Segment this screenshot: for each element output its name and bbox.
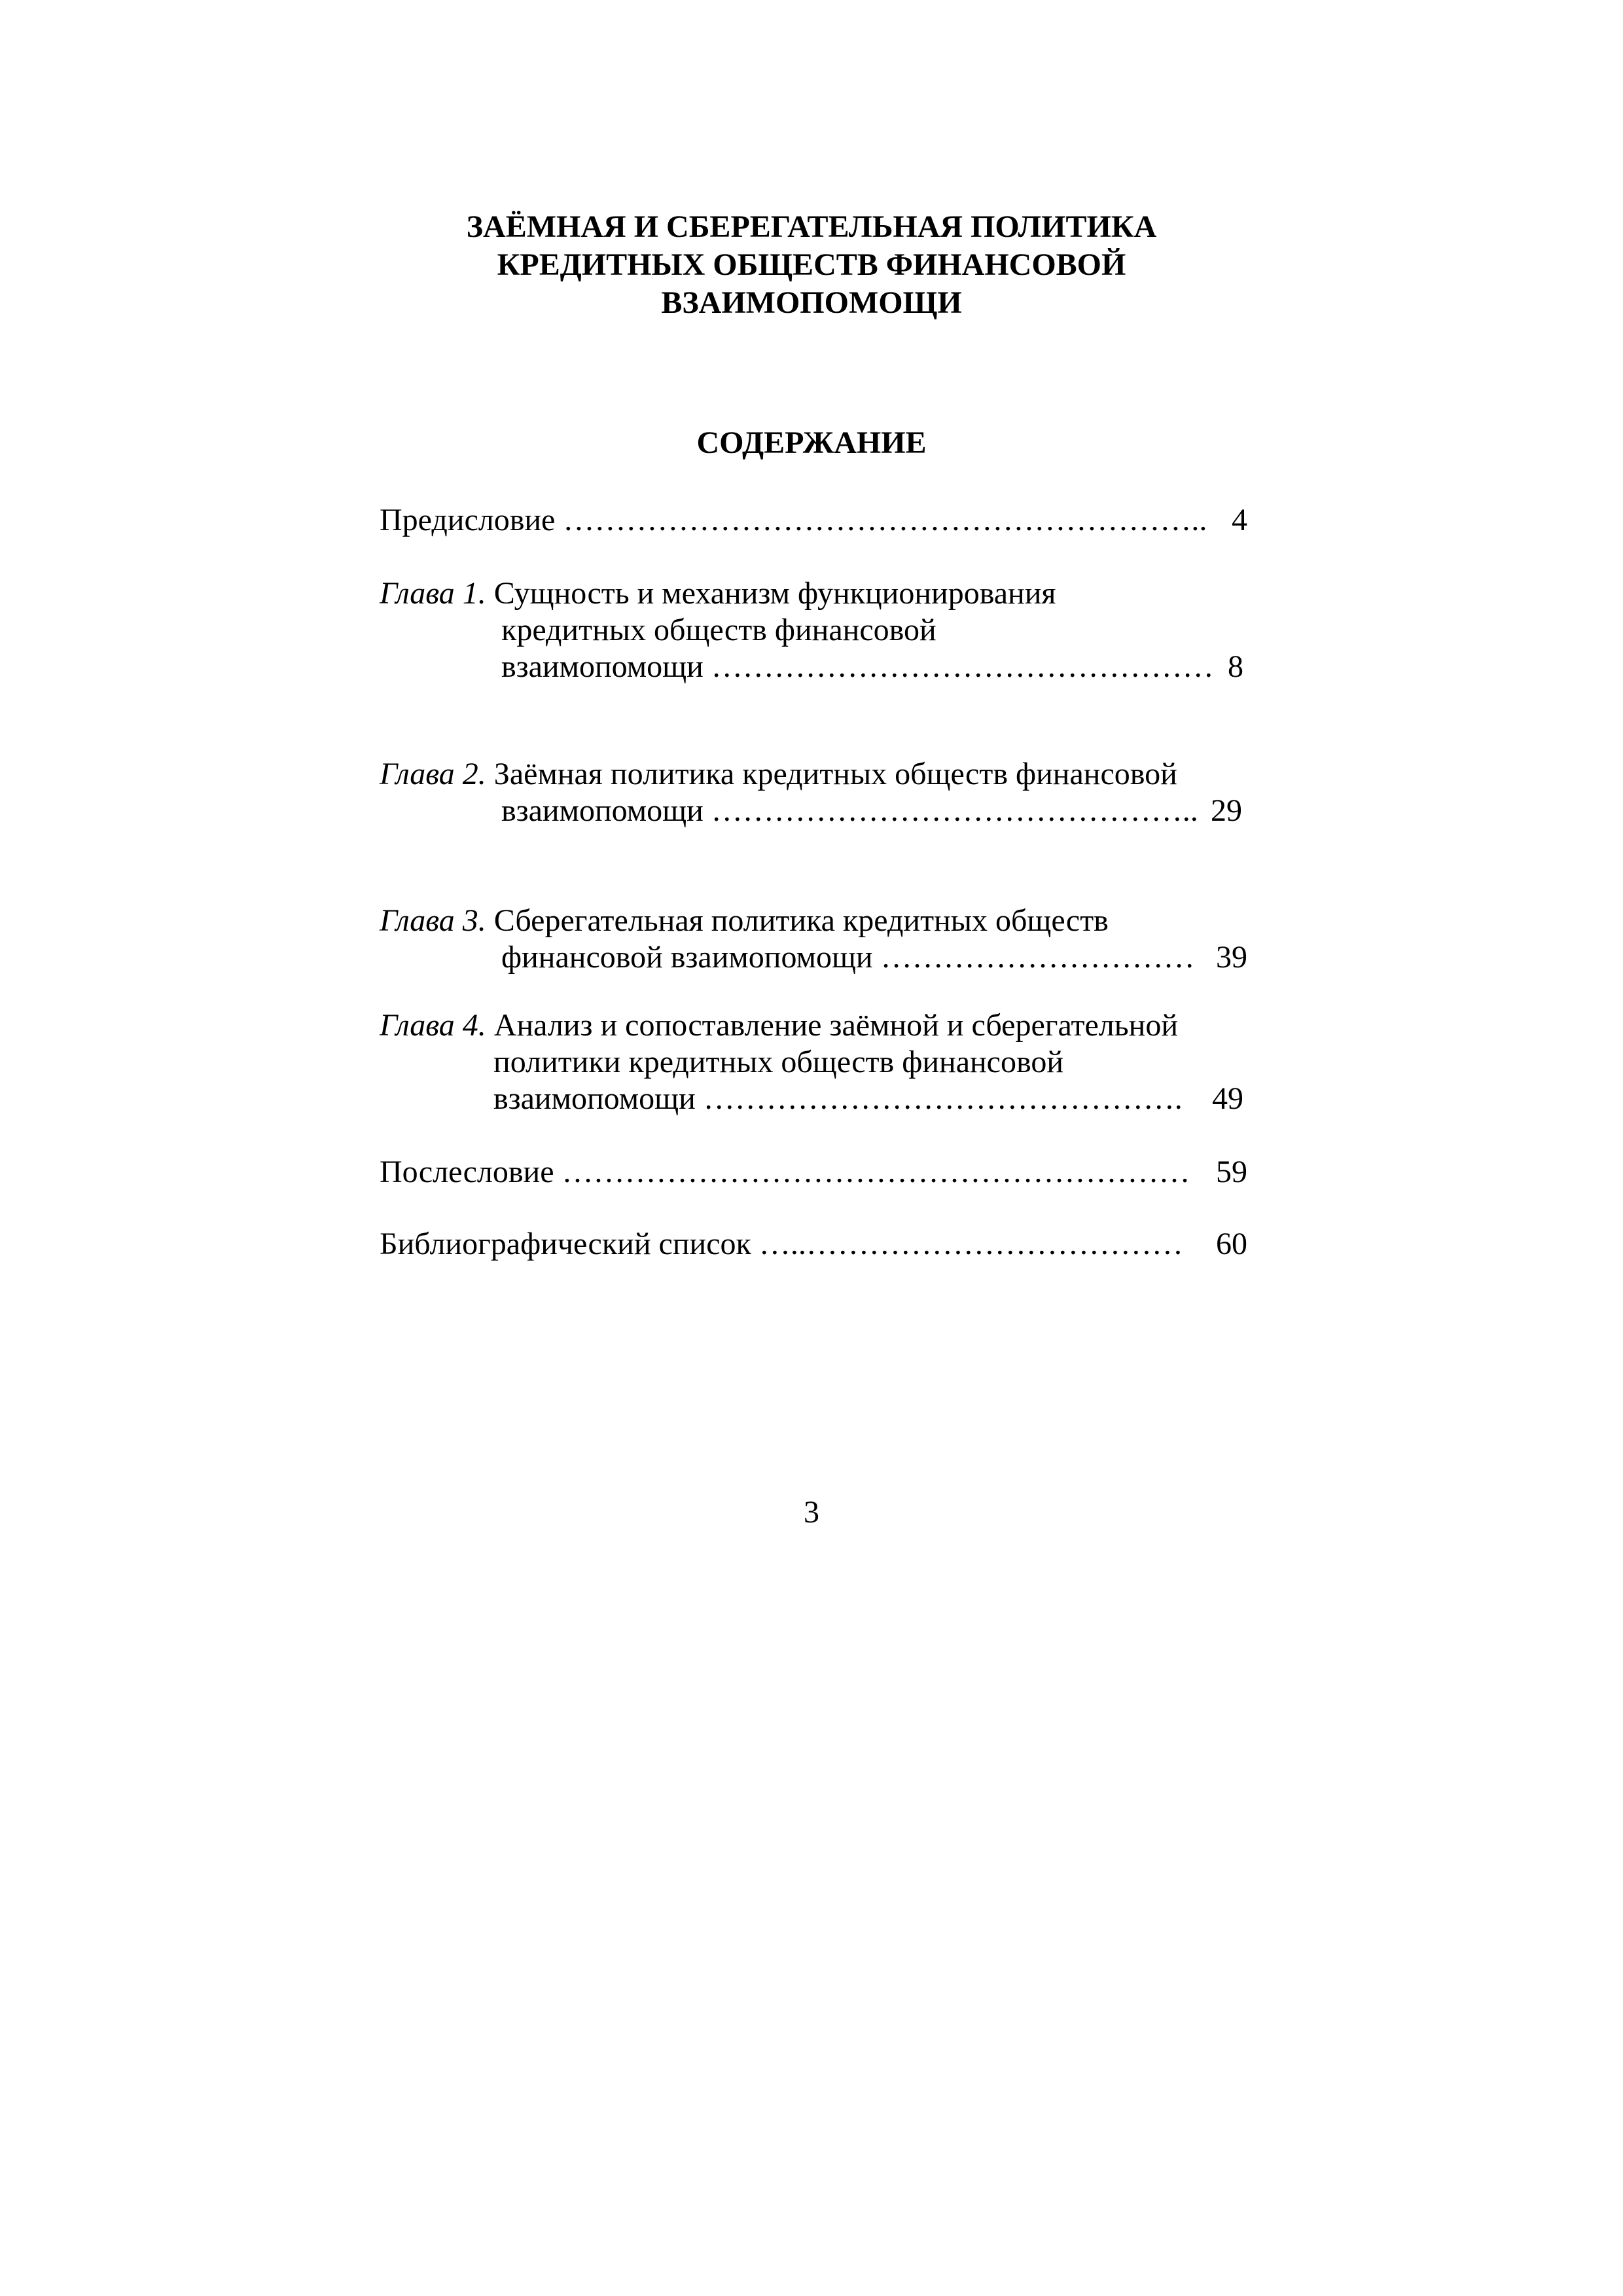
chapter-1-label: Глава 1.: [380, 576, 486, 611]
chapter-1-line-3: взаимопомощи …………………………………………: [501, 649, 1214, 684]
chapter-3-line-1: Сберегательная политика кредитных обществ: [486, 903, 1109, 938]
chapter-1-line-1: Сущность и механизм функционирования: [486, 576, 1056, 611]
toc-entry-chapter-3: [380, 902, 1109, 940]
toc-page-afterword: 59: [1216, 1155, 1247, 1189]
chapter-4-line-2: политики кредитных обществ финансовой: [493, 1045, 1064, 1079]
chapter-1-line-2: кредитных обществ финансовой: [501, 613, 936, 647]
toc-entry-preface: Предисловие ……………………………………………………..: [380, 503, 1207, 537]
toc-heading: СОДЕРЖАНИЕ: [696, 425, 927, 460]
title-line-3: ВЗАИМОПОМОЩИ: [661, 285, 962, 320]
toc-page-chapter-2: 29: [1211, 793, 1242, 828]
chapter-3-label: Глава 3.: [380, 903, 486, 938]
toc-entry-chapter-1: [380, 575, 1056, 613]
document-title: [0, 208, 1623, 322]
toc-page-preface: 4: [1232, 503, 1247, 537]
chapter-4-line-1: Анализ и сопоставление заёмной и сберегательной: [486, 1008, 1179, 1043]
toc-page-chapter-1: 8: [1228, 649, 1243, 684]
toc-page-chapter-3: 39: [1216, 940, 1247, 975]
chapter-2-line-2: взаимопомощи ………………………………………..: [501, 793, 1198, 828]
chapter-3-line-2: финансовой взаимопомощи …………………………: [501, 940, 1195, 975]
title-line-2: КРЕДИТНЫХ ОБЩЕСТВ ФИНАНСОВОЙ: [497, 247, 1126, 282]
toc-entry-afterword: Послесловие ……………………………………………………: [380, 1155, 1190, 1189]
toc-entry-chapter-2: [380, 755, 1177, 793]
chapter-4-label: Глава 4.: [380, 1008, 486, 1043]
chapter-4-line-3: взаимопомощи ……………………………………….: [493, 1081, 1183, 1116]
page-number: 3: [804, 1495, 819, 1530]
title-line-1: ЗАЁМНАЯ И СБЕРЕГАТЕЛЬНАЯ ПОЛИТИКА: [466, 209, 1157, 244]
toc-page-chapter-4: 49: [1212, 1081, 1243, 1116]
toc-entry-chapter-4: [380, 1007, 1178, 1045]
toc-entry-bibliography: Библиографический список …..………………………………: [380, 1227, 1183, 1261]
chapter-2-line-1: Заёмная политика кредитных обществ финансовой: [486, 757, 1177, 791]
chapter-2-label: Глава 2.: [380, 757, 486, 791]
toc-page-bibliography: 60: [1216, 1227, 1247, 1261]
